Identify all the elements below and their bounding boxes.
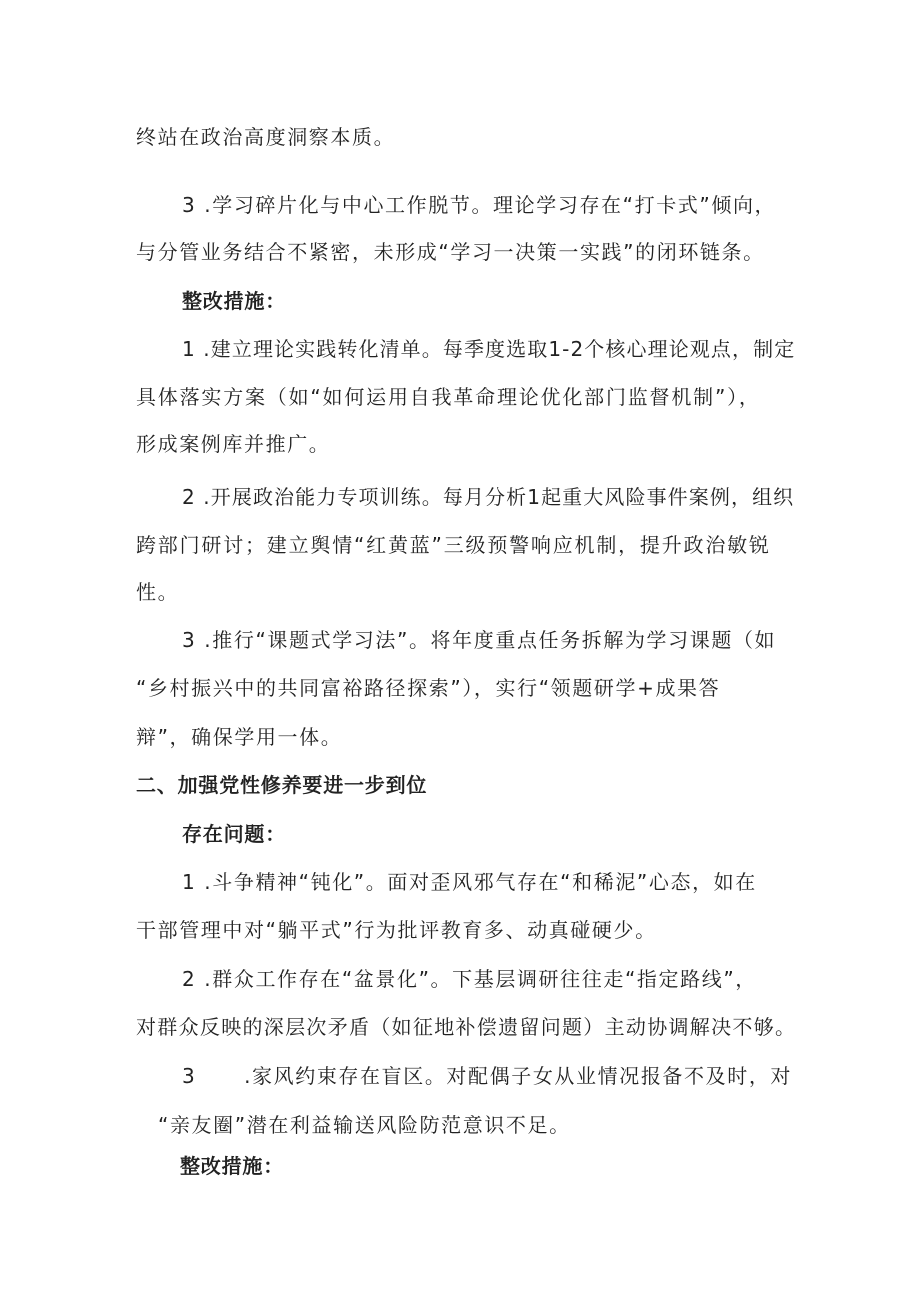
section-subheading: 整改措施： <box>180 1154 284 1178</box>
section-subheading: 存在问题： <box>182 822 286 846</box>
section-subheading: 整改措施： <box>182 289 286 313</box>
paragraph-line: 性。 <box>136 580 180 604</box>
paragraph-line: 与分管业务结合不紧密，未形成“学习一决策一实践”的闭环链条。 <box>136 240 765 264</box>
paragraph-line: 辩”，确保学用一体。 <box>136 725 343 749</box>
paragraph-line: 对群众反映的深层次矛盾（如征地补偿遗留问题）主动协调解决不够。 <box>136 1015 797 1039</box>
paragraph-line: 3 .推行“课题式学习法”。将年度重点任务拆解为学习课题（如 <box>182 628 777 652</box>
paragraph-line: 形成案例库并推广。 <box>136 432 331 456</box>
paragraph-line: 2 .群众工作存在“盆景化”。下基层调研往往走“指定路线”， <box>182 967 757 991</box>
paragraph-line: 3 .学习碎片化与中心工作脱节。理论学习存在“打卡式”倾向， <box>182 193 777 217</box>
paragraph-line: “亲友圈”潜在利益输送风险防范意识不足。 <box>158 1113 571 1137</box>
paragraph-line: “乡村振兴中的共同富裕路径探索”），实行“领题研学+成果答 <box>136 676 721 700</box>
paragraph-line: 1 .斗争精神“钝化”。面对歪风邪气存在“和稀泥”心态，如在 <box>182 870 757 894</box>
paragraph-line: 跨部门研讨；建立舆情“红黄蓝”三级预警响应机制，提升政治敏锐 <box>136 533 771 557</box>
paragraph-line: 2 .开展政治能力专项训练。每月分析1起重大风险事件案例，组织 <box>182 485 795 509</box>
paragraph-line: 具体落实方案（如“如何运用自我革命理论优化部门监督机制”）， <box>136 385 761 409</box>
section-heading: 二、加强党性修养要进一步到位 <box>136 773 428 797</box>
paragraph-line: 终站在政治高度洞察本质。 <box>136 125 396 149</box>
paragraph-line: 干部管理中对“躺平式”行为批评教育多、动真碰硬少。 <box>136 918 657 942</box>
paragraph-line: 3 .家风约束存在盲区。对配偶子女从业情况报备不及时，对 <box>182 1064 793 1088</box>
paragraph-line: 1 .建立理论实践转化清单。每季度选取1-2个核心理论观点，制定 <box>182 337 796 361</box>
